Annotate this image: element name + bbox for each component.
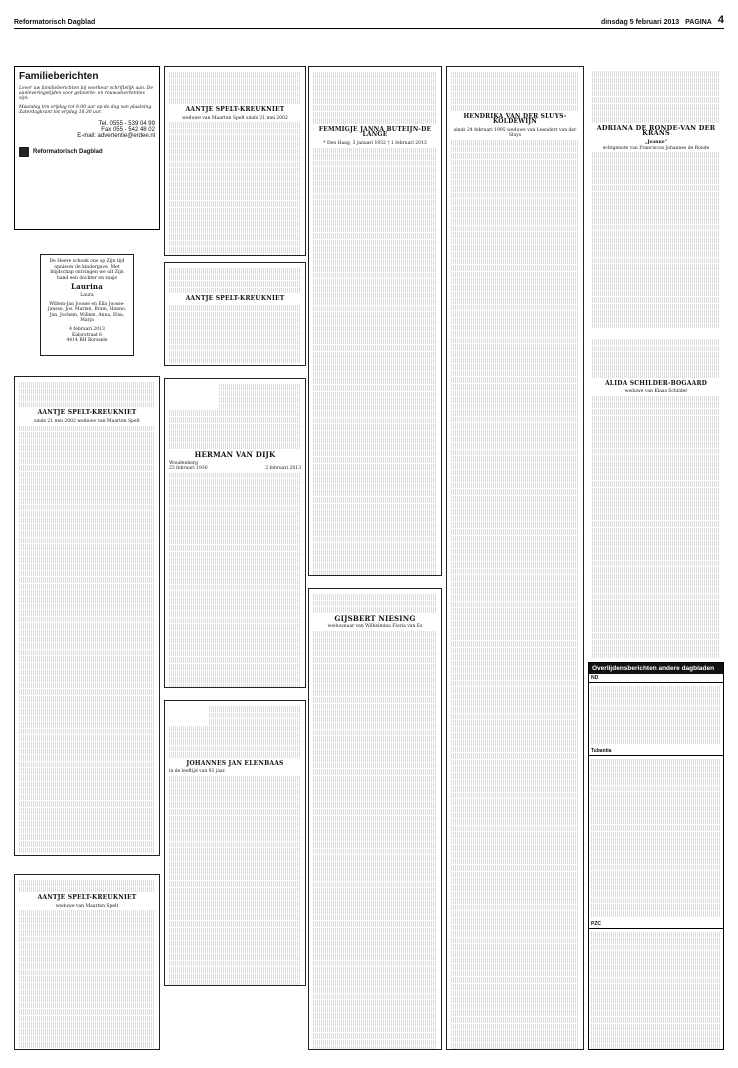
overview-body-nd <box>589 683 723 747</box>
ad-verse <box>169 706 301 725</box>
laurina-birth-ad <box>40 254 134 356</box>
deceased-name: HERMAN VAN DIJK <box>194 449 276 459</box>
ad-verse <box>592 71 720 83</box>
laurina-city: 4414 BH Borssele <box>66 338 108 344</box>
deceased-name: HENDRIKA VAN DER SLUYS-KOLDEWIJN <box>463 112 567 126</box>
ad-body <box>451 140 579 1050</box>
ad-body <box>592 396 720 658</box>
johannes-ad <box>164 700 306 986</box>
deceased-name: JOHANNES JAN ELENBAAS <box>186 759 284 767</box>
deceased-name: AANTJE SPELT-KREUKNIET <box>37 409 137 417</box>
overview-section-pzc: PZC <box>589 920 723 929</box>
ad-verse <box>451 72 579 84</box>
page-number: 4 <box>717 14 724 26</box>
herman-place: Woudenberg <box>169 460 198 466</box>
aantje-ad-col2 <box>164 66 306 256</box>
hendrika-ad <box>446 66 584 1050</box>
familieberichten-intro <box>14 66 160 230</box>
ad-body <box>19 426 155 854</box>
laurina-address: Kalorstraat 6 <box>71 332 103 338</box>
ad-body-top <box>592 84 720 123</box>
ad-body-top <box>169 410 301 449</box>
deceased-sub: sinds 24 februari 1995 weduwe van Leendert van der Sluys <box>453 127 577 139</box>
page-header <box>14 12 724 29</box>
herman-birth: 23 februari 1930 <box>169 466 208 472</box>
ad-body <box>169 122 301 256</box>
ad-body <box>169 473 301 688</box>
overview-body-tubantia <box>589 756 723 919</box>
deceased-sub: weduwe van Klaas Schilder <box>624 389 688 395</box>
deceased-name: ALIDA SCHILDER-BOGAARD <box>604 379 708 387</box>
ad-body <box>313 148 437 576</box>
rd-logo <box>19 147 155 157</box>
deceased-detail: echtgenote van Franciscus Johannes de Ronde <box>602 145 710 151</box>
deceased-nickname: „Jeanne” <box>644 139 668 145</box>
alida-ad <box>588 334 724 658</box>
laurina-name: Laurina <box>71 282 103 292</box>
laurina-names: Willem-Jan Joosse en Ella Joosse-Jansse, Jos, Marien, Bram, Hanno, Jan, Jochem, Willem, Anna, Elsa, Marja <box>47 301 127 324</box>
deceased-sub: weduwe van Maarten Spelt <box>55 903 119 909</box>
deceased-name: ADRIANA DE RONDE-VAN DER KRANS <box>596 123 716 138</box>
deceased-sub: * Den Haag, 3 januari 1932 † 1 februari 2013 <box>323 140 427 146</box>
page-meta <box>601 14 724 26</box>
deceased-sub: in de leeftijd van 92 jaar. <box>169 769 226 775</box>
gijsbert-ad <box>308 588 442 1050</box>
intro-title: Familieberichten <box>19 71 99 82</box>
laurina-text: De Heere schonk ons op Zijn tijd opnieuw de kindergave. Met blijdschap ontvingen we uit Zijn hand een dochter en zusje <box>49 259 125 281</box>
page-date: dinsdag 5 februari 2013 <box>600 19 680 26</box>
deceased-sub: weduwnaar van Wilhelmina Floria van Es <box>327 624 423 630</box>
ad-body-top <box>19 880 155 892</box>
intro-fax: Fax 055 - 542 48 02 <box>101 127 155 133</box>
ad-body-top <box>169 72 301 104</box>
ad-body <box>169 776 301 986</box>
aantje-ad-col1 <box>14 376 160 856</box>
deceased-sub: weduwe van Maarten Spelt sinds 21 mei 2002 <box>182 115 288 121</box>
intro-tel: Tel. 0555 - 539 04 99 <box>98 121 155 127</box>
laurina-sub: Laura <box>80 292 94 298</box>
ad-verse <box>169 384 301 409</box>
intro-text: Lever uw familieberichten bij voorkeur schriftelijk aan. De aanleveringstijden voor geboorte- en rouwadvertenties zijn: <box>19 86 153 101</box>
deceased-name: AANTJE SPELT-KREUKNIET <box>185 105 285 113</box>
overview-body-pzc <box>589 929 723 1050</box>
ad-body-top <box>169 726 301 758</box>
ad-verse <box>592 339 720 351</box>
ad-body-top <box>451 85 579 110</box>
ad-body <box>19 910 155 1050</box>
paper-name: Reformatorisch Dagblad <box>14 19 96 26</box>
aantje-ad-col2-b <box>164 262 306 366</box>
overlijdens-overzicht <box>588 662 724 1050</box>
ad-body-top <box>169 268 301 293</box>
deceased-name: AANTJE SPELT-KREUKNIET <box>185 295 285 303</box>
ad-body <box>169 305 301 363</box>
rd-logo-text: Reformatorisch Dagblad <box>33 149 103 155</box>
femmigje-ad <box>308 66 442 576</box>
ad-body <box>592 152 720 328</box>
deceased-name: FEMMIGJE JANNA BUTEIJN-DE LANGE <box>318 125 432 139</box>
ad-body-top <box>313 98 437 123</box>
deceased-name: GIJSBERT NIESING <box>334 613 416 623</box>
ad-body-top <box>592 352 720 377</box>
herman-death: 2 februari 2013 <box>265 466 301 472</box>
ad-body-top <box>19 382 155 407</box>
laurina-date: 4 februari 2013 <box>69 326 105 332</box>
aantje-ad-col1-b <box>14 874 160 1050</box>
intro-email: E-mail: advertentie@erdee.nl <box>77 133 155 139</box>
overview-title: Overlijdensberichten andere dagbladen <box>589 663 723 674</box>
adriana-ad <box>588 66 724 328</box>
ad-body-top <box>313 594 437 613</box>
intro-schedule: Maandag t/m vrijdag tot 9.00 uur op de dag van plaatsing. Zaterdagkrant tot vrijdag 18.30 uur. <box>19 105 153 115</box>
overview-section-nd: ND <box>589 674 723 683</box>
rd-logo-icon <box>19 147 29 157</box>
herman-dates-row <box>169 466 301 472</box>
deceased-name: AANTJE SPELT-KREUKNIET <box>37 894 137 902</box>
deceased-sub: sinds 21 mei 2002 weduwe van Maarten Spelt <box>34 418 140 424</box>
ad-verse <box>313 72 437 97</box>
overview-section-tubantia: Tubantia <box>589 747 723 756</box>
herman-ad <box>164 378 306 688</box>
page-label: PAGINA <box>685 19 712 26</box>
ad-body <box>313 631 437 1050</box>
